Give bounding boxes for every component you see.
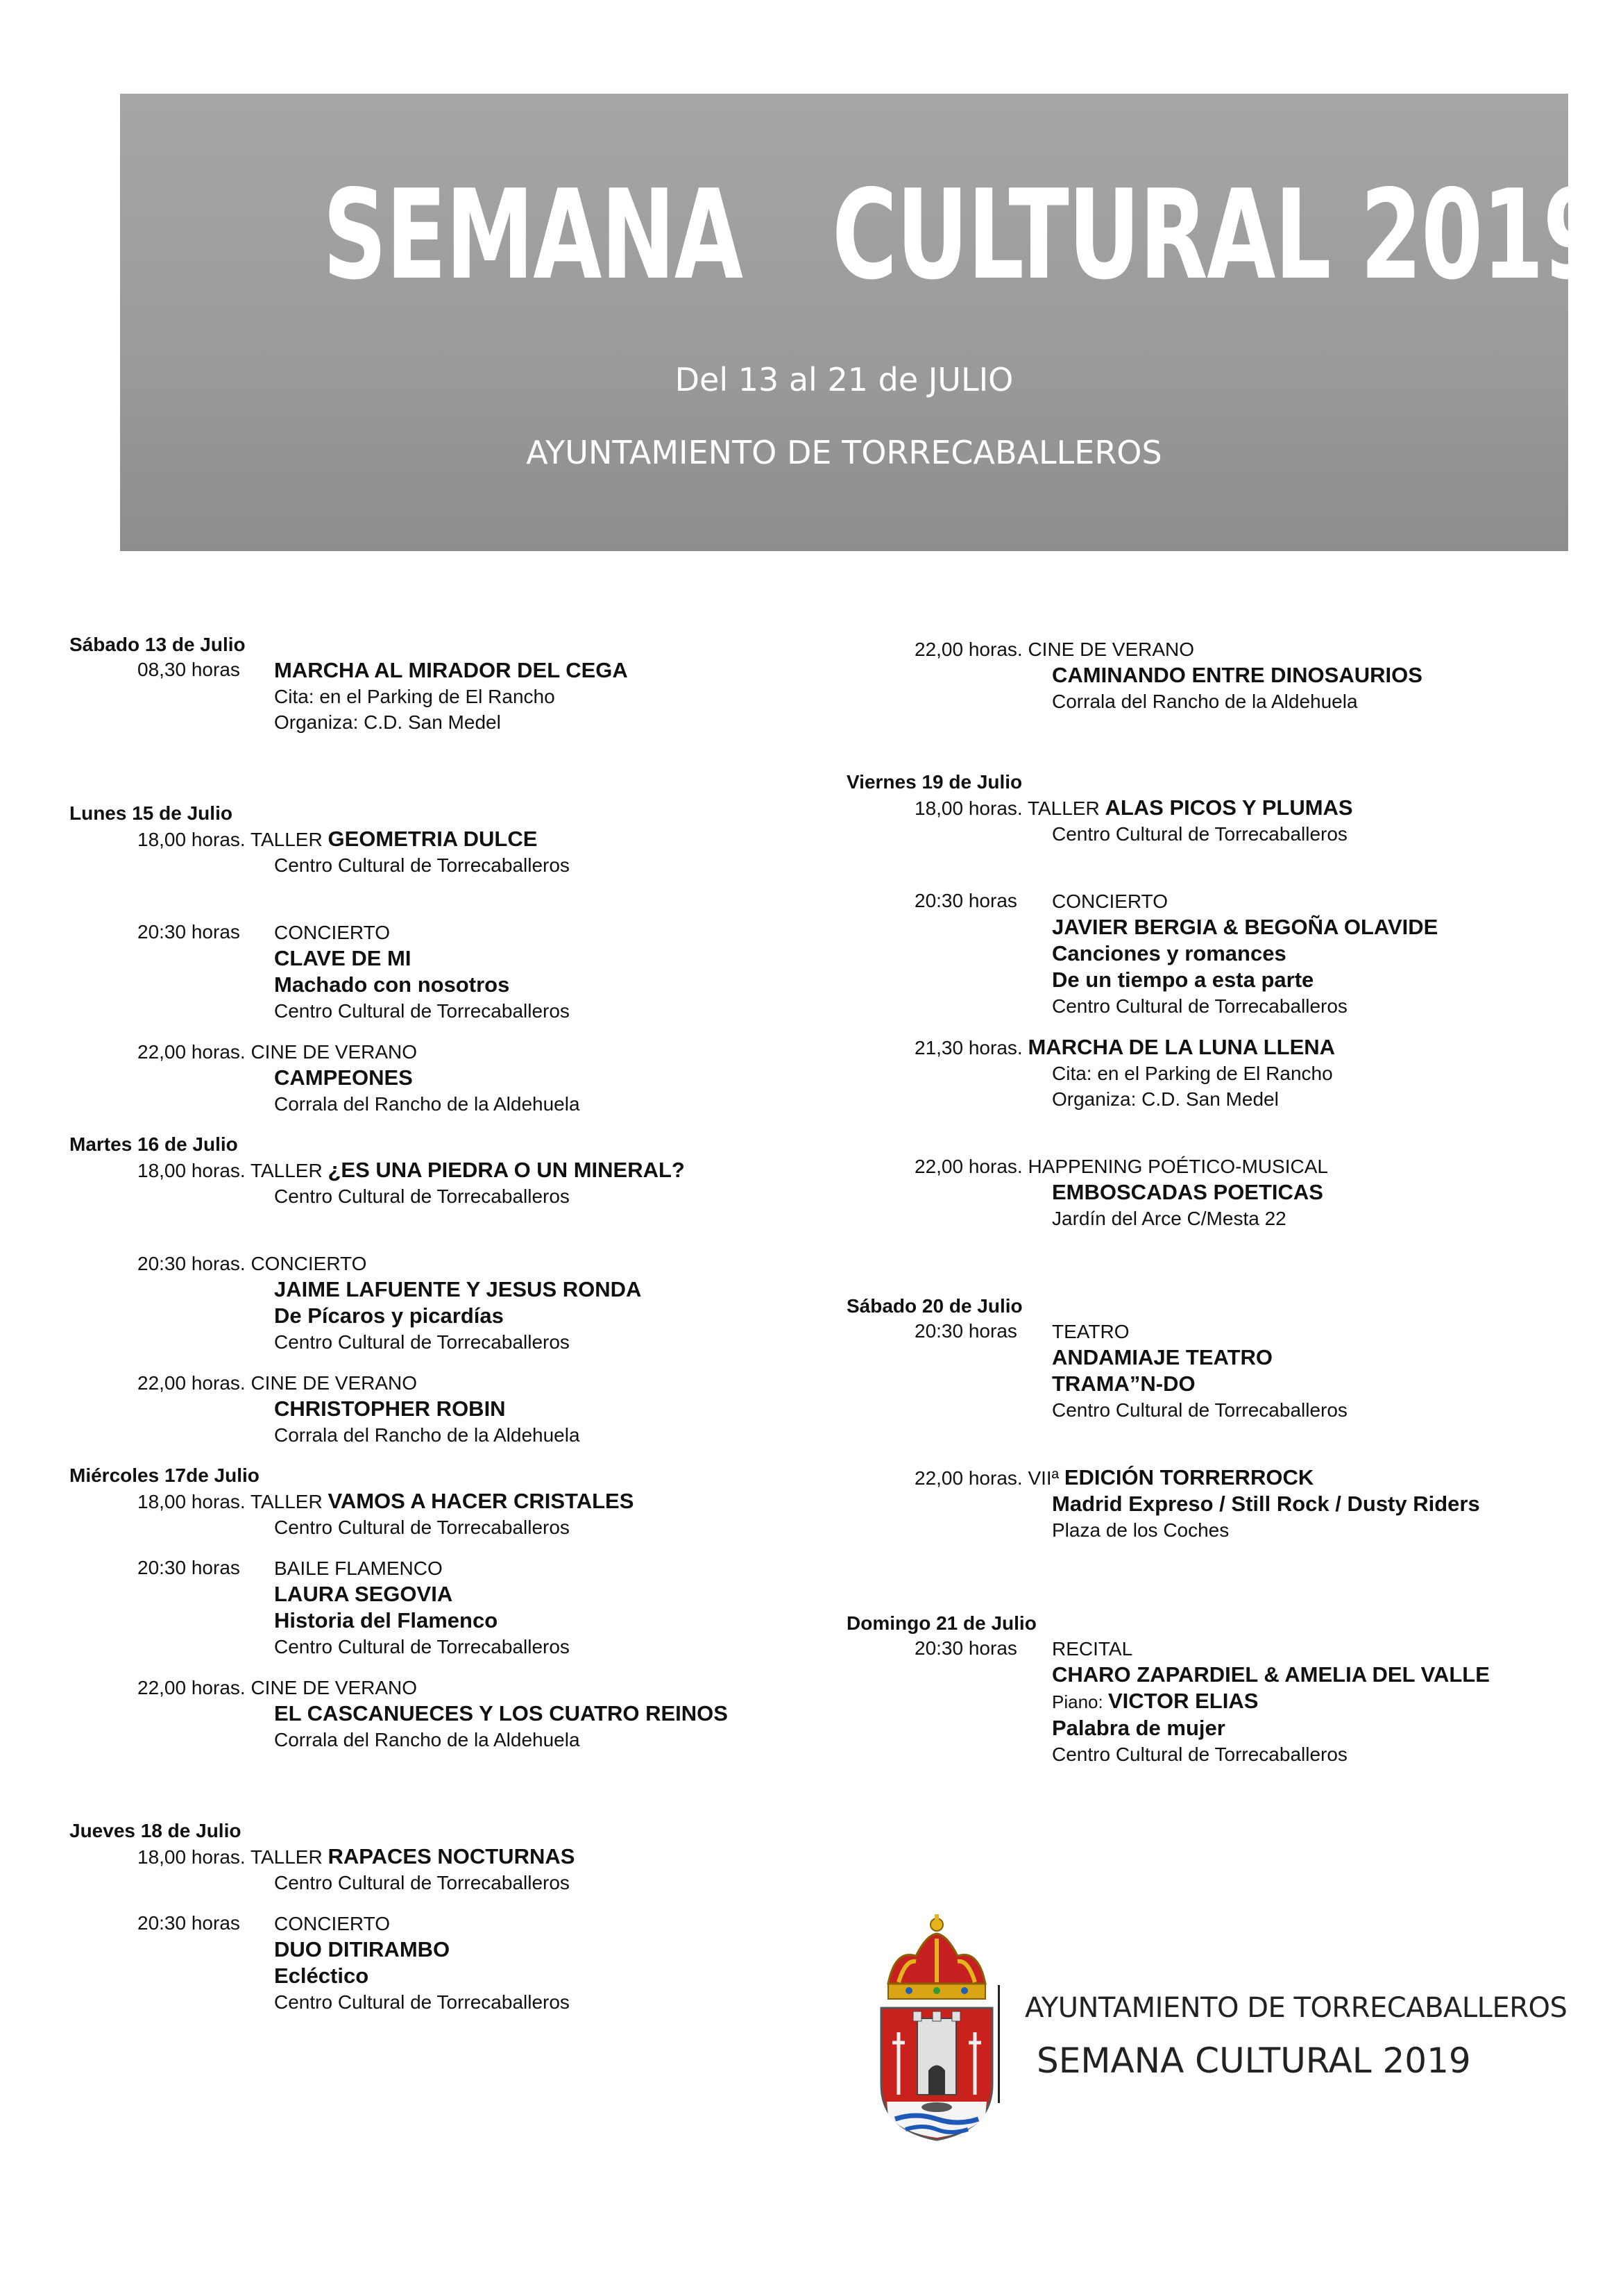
event-detail: Centro Cultural de Torrecaballeros: [1052, 1399, 1348, 1421]
event-title: GEOMETRIA DULCE: [328, 827, 538, 851]
event-title: JAIME LAFUENTE Y JESUS RONDA: [274, 1277, 642, 1301]
footer-divider: [998, 1985, 1000, 2103]
event-detail: Jardín del Arce C/Mesta 22: [1052, 1208, 1286, 1229]
footer-organizer: AYUNTAMIENTO DE TORRECABALLEROS: [1025, 1992, 1567, 2024]
day-heading: Domingo 21 de Julio: [847, 1612, 1037, 1634]
event-line: [847, 1464, 1582, 1491]
event-subtitle: De un tiempo a esta parte: [1052, 968, 1314, 992]
event-time: 18,00 horas. TALLER: [915, 797, 1105, 819]
event-title: EL CASCANUECES Y LOS CUATRO REINOS: [274, 1701, 728, 1725]
event-detail: Corrala del Rancho de la Aldehuela: [274, 1424, 580, 1446]
event-title: DUO DITIRAMBO: [274, 1937, 450, 1961]
event-detail: Corrala del Rancho de la Aldehuela: [274, 1093, 580, 1115]
day-heading: Miércoles 17de Julio: [69, 1464, 260, 1486]
event-time: 22,00 horas. VIIª: [915, 1467, 1064, 1489]
event-time: 20:30 horas: [137, 921, 240, 943]
event-title: ¿ES UNA PIEDRA O UN MINERAL?: [328, 1158, 685, 1182]
event-title: ALAS PICOS Y PLUMAS: [1105, 795, 1353, 820]
event-time: 18,00 horas. TALLER: [137, 829, 328, 850]
header-banner: [120, 94, 1604, 551]
event-type: CONCIERTO: [1052, 890, 1168, 912]
event-subtitle: Palabra de mujer: [1052, 1716, 1225, 1740]
event-line: [69, 1843, 819, 1870]
event-detail: Centro Cultural de Torrecaballeros: [274, 1636, 570, 1657]
left-column: [69, 614, 819, 2015]
event-title: CAMPEONES: [274, 1065, 413, 1090]
event-line: [69, 826, 819, 852]
event-detail: Centro Cultural de Torrecaballeros: [274, 1185, 570, 1207]
event-detail: Organiza: C.D. San Medel: [274, 711, 501, 733]
date-range: Del 13 al 21 de JULIO: [674, 361, 1014, 398]
day-heading: Lunes 15 de Julio: [69, 802, 232, 824]
event-line: 22,00 horas. CINE DE VERANO: [137, 1041, 418, 1063]
event: [69, 920, 819, 945]
day-block: [847, 770, 1582, 1231]
day-heading: Sábado 20 de Julio: [847, 1295, 1023, 1317]
event-subtitle: Historia del Flamenco: [274, 1608, 498, 1632]
event-type: BAILE FLAMENCO: [274, 1558, 443, 1579]
crown-icon: [888, 1914, 985, 1999]
coat-of-arms-icon: [867, 1907, 1006, 2143]
event-time: 08,30 horas: [137, 659, 240, 680]
event-detail: Corrala del Rancho de la Aldehuela: [1052, 691, 1358, 712]
event-title: LAURA SEGOVIA: [274, 1582, 453, 1606]
event-title: MARCHA AL MIRADOR DEL CEGA: [274, 658, 628, 682]
event: [69, 657, 819, 684]
event-detail: Centro Cultural de Torrecaballeros: [1052, 823, 1348, 845]
event-subtitle: Madrid Expreso / Still Rock / Dusty Riders: [1052, 1492, 1480, 1516]
footer-event-name: SEMANA CULTURAL 2019: [1037, 2041, 1471, 2081]
event-detail: Plaza de los Coches: [1052, 1519, 1230, 1541]
event-detail: Organiza: C.D. San Medel: [1052, 1088, 1279, 1110]
event: [69, 1911, 819, 1936]
event-time: 20:30 horas: [137, 1557, 240, 1578]
event-detail: Centro Cultural de Torrecaballeros: [274, 1331, 570, 1353]
day-block: [69, 632, 819, 735]
event: [847, 888, 1582, 914]
event-detail: Centro Cultural de Torrecaballeros: [274, 1000, 570, 1022]
event-performer: VICTOR ELIAS: [1107, 1689, 1259, 1713]
day-block: [69, 1463, 819, 1753]
right-column: [847, 614, 1582, 1767]
event-title: CAMINANDO ENTRE DINOSAURIOS: [1052, 663, 1422, 687]
day-heading: Sábado 13 de Julio: [69, 634, 246, 655]
event-title: RAPACES NOCTURNAS: [328, 1844, 575, 1868]
event-line: [847, 795, 1582, 821]
event-detail: Corrala del Rancho de la Aldehuela: [274, 1729, 580, 1750]
event-title: CHRISTOPHER ROBIN: [274, 1396, 506, 1421]
event-line: 20:30 horas. CONCIERTO: [137, 1253, 367, 1274]
event-line: 22,00 horas. HAPPENING POÉTICO-MUSICAL: [915, 1156, 1328, 1177]
event-time: 21,30 horas.: [915, 1037, 1028, 1058]
day-block: [69, 1132, 819, 1448]
day-heading: Viernes 19 de Julio: [847, 771, 1023, 793]
event: [847, 1636, 1582, 1662]
event-detail: Centro Cultural de Torrecaballeros: [274, 1991, 570, 2013]
event: [69, 1555, 819, 1581]
event-subtitle: Canciones y romances: [1052, 941, 1286, 965]
event-detail: Centro Cultural de Torrecaballeros: [1052, 995, 1348, 1017]
day-block: [847, 1611, 1582, 1767]
event-time: 20:30 horas: [137, 1912, 240, 1934]
event-title: CHARO ZAPARDIEL & AMELIA DEL VALLE: [1052, 1662, 1490, 1687]
event-time: 18,00 horas. TALLER: [137, 1160, 328, 1181]
event-time: 18,00 horas. TALLER: [137, 1491, 328, 1512]
day-heading: Martes 16 de Julio: [69, 1133, 238, 1155]
event-line: [847, 1034, 1582, 1061]
page-title: SEMANA CULTURAL 2019: [323, 163, 1604, 307]
event-detail: Cita: en el Parking de El Rancho: [274, 686, 555, 707]
event-type: CONCIERTO: [274, 1913, 390, 1934]
event-title: ANDAMIAJE TEATRO: [1052, 1345, 1273, 1369]
event: [847, 1319, 1582, 1344]
event-title: CLAVE DE MI: [274, 946, 411, 970]
event-detail: Centro Cultural de Torrecaballeros: [274, 1872, 570, 1893]
event: [847, 636, 1582, 714]
day-heading: Jueves 18 de Julio: [69, 1820, 241, 1841]
event-subtitle: Machado con nosotros: [274, 972, 510, 997]
day-block: [847, 1294, 1582, 1543]
event-type: TEATRO: [1052, 1321, 1130, 1342]
event-type: RECITAL: [1052, 1638, 1133, 1660]
event-detail: Cita: en el Parking de El Rancho: [1052, 1063, 1333, 1084]
event-line: [69, 1157, 819, 1183]
event-title: JAVIER BERGIA & BEGOÑA OLAVIDE: [1052, 915, 1438, 939]
event-label: Piano:: [1052, 1691, 1108, 1712]
event-detail: Centro Cultural de Torrecaballeros: [274, 854, 570, 876]
event-time: 18,00 horas. TALLER: [137, 1846, 328, 1868]
event-line: [847, 1688, 1582, 1715]
organizer: AYUNTAMIENTO DE TORRECABALLEROS: [526, 434, 1162, 471]
day-block: [69, 1818, 819, 2015]
event-subtitle: TRAMA”N-DO: [1052, 1371, 1196, 1396]
event-type: CONCIERTO: [274, 922, 390, 943]
event-line: [69, 1488, 819, 1514]
event-title: EMBOSCADAS POETICAS: [1052, 1180, 1323, 1204]
event-line: 22,00 horas. CINE DE VERANO: [915, 639, 1195, 660]
event-detail: Centro Cultural de Torrecaballeros: [274, 1517, 570, 1538]
event-time: 20:30 horas: [915, 890, 1017, 911]
event-time: 20:30 horas: [915, 1637, 1017, 1659]
event-title: VAMOS A HACER CRISTALES: [328, 1489, 634, 1513]
event-subtitle: Ecléctico: [274, 1964, 369, 1988]
event-line: 22,00 horas. CINE DE VERANO: [137, 1677, 418, 1698]
event-line: 22,00 horas. CINE DE VERANO: [137, 1372, 418, 1394]
event-time: 20:30 horas: [915, 1320, 1017, 1342]
event-detail: Centro Cultural de Torrecaballeros: [1052, 1744, 1348, 1765]
event-title: MARCHA DE LA LUNA LLENA: [1028, 1035, 1336, 1059]
day-block: [69, 801, 819, 1117]
event-subtitle: De Pícaros y picardías: [274, 1303, 504, 1328]
event-title: EDICIÓN TORRERROCK: [1064, 1465, 1314, 1489]
